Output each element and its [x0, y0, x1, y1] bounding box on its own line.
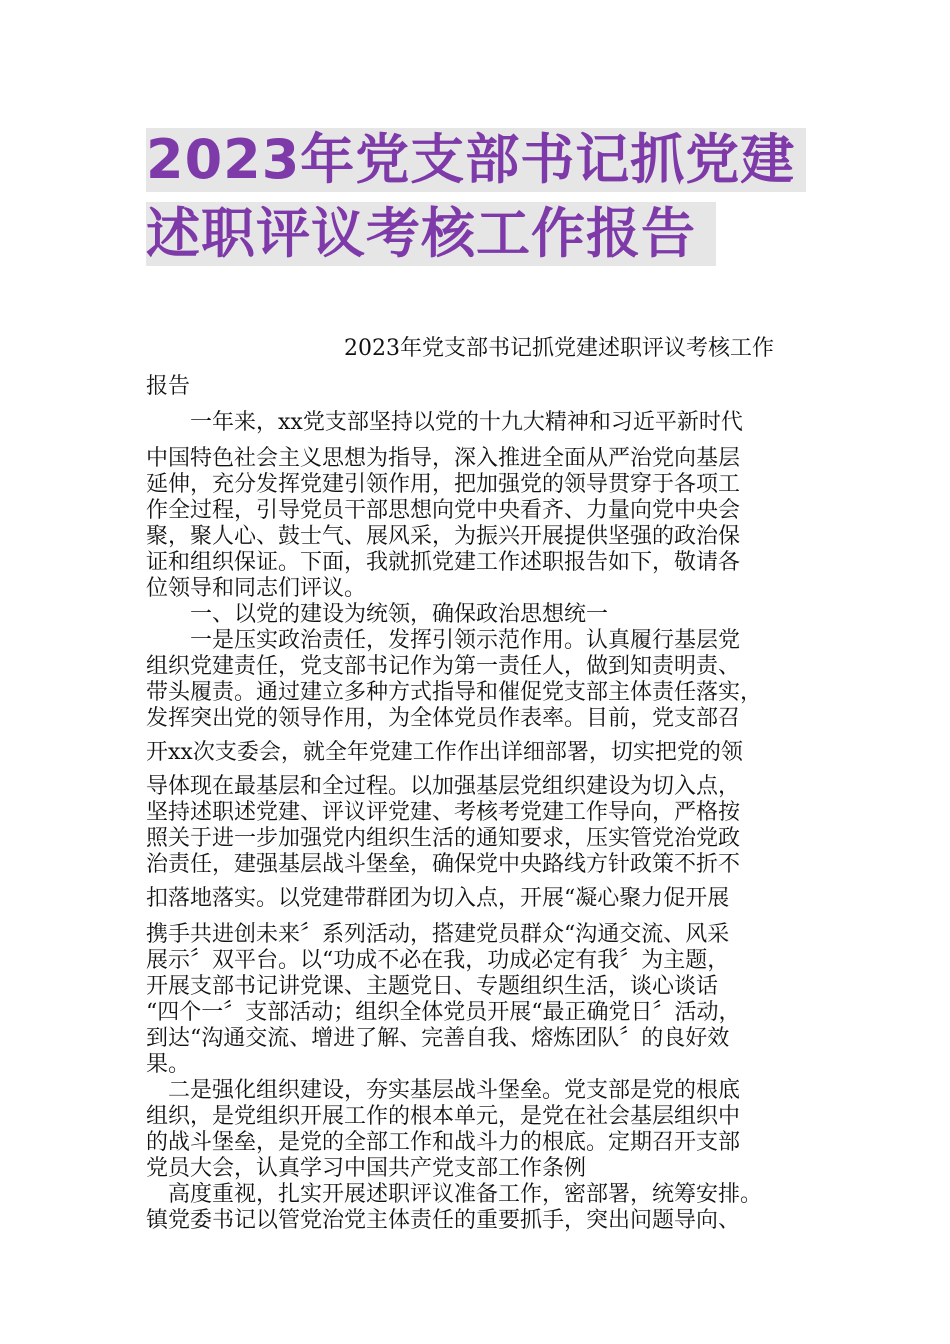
paragraph-line: 发挥突出党的领导作用，为全体党员作表率。目前，党支部召 — [146, 706, 741, 731]
paragraph-line: 治责任，建强基层战斗堡垒，确保党中央路线方针政策不折不 — [146, 852, 741, 877]
paragraph-line: 开展支部书记讲党课、主题党日、专题组织生活，谈心谈话 — [146, 974, 719, 999]
paragraph-line: 带头履责。通过建立多种方式指导和催促党支部主体责任落实， — [146, 680, 763, 705]
paragraph-line: 作全过程，引导党员干部思想向党中央看齐、力量向党中央会 — [146, 498, 741, 523]
paragraph-line: 的战斗堡垒，是党的全部工作和战斗力的根底。定期召开支部 — [146, 1130, 741, 1155]
banner-title-line-2: 述职评议考核工作报告 — [146, 202, 716, 266]
banner-title-line-1: 2023年党支部书记抓党建 — [146, 128, 806, 192]
paragraph-line: 果。 — [146, 1052, 191, 1077]
paragraph-line: 到达“沟通交流、增进了解、完善自我、熔炼团队〞的良好效 — [146, 1026, 730, 1051]
subtitle-line-2: 报告 — [146, 374, 191, 399]
paragraph-line: 证和组织保证。下面，我就抓党建工作述职报告如下，敬请各 — [146, 550, 741, 575]
paragraph-line: 党员大会，认真学习中国共产党支部工作条例 — [146, 1156, 587, 1181]
paragraph-line: 二是强化组织建设，夯实基层战斗堡垒。党支部是党的根底 — [146, 1078, 741, 1103]
paragraph-line: “四个一〞支部活动；组织全体党员开展“最正确党日〞活动， — [146, 1000, 741, 1025]
paragraph-line: 展示〞双平台。以“功成不必在我，功成必定有我〞为主题， — [146, 948, 730, 973]
paragraph-line: 镇党委书记以管党治党主体责任的重要抓手，突出问题导向、 — [146, 1208, 741, 1233]
section-heading: 一、以党的建设为统领，确保政治思想统一 — [146, 602, 609, 627]
paragraph-line: 携手共进创未来〞系列活动，搭建党员群众“沟通交流、风采 — [146, 922, 730, 947]
paragraph-line: 一年来，xx党支部坚持以党的十九大精神和习近平新时代 — [146, 410, 743, 435]
paragraph-line: 导体现在最基层和全过程。以加强基层党组织建设为切入点， — [146, 774, 741, 799]
paragraph-line: 开xx次支委会，就全年党建工作作出详细部署，切实把党的领 — [146, 740, 743, 765]
paragraph-line: 延伸，充分发挥党建引领作用，把加强党的领导贯穿于各项工 — [146, 472, 741, 497]
paragraph-line: 一是压实政治责任，发挥引领示范作用。认真履行基层党 — [146, 628, 741, 653]
subtitle-line-1: 2023年党支部书记抓党建述职评议考核工作 — [344, 336, 774, 361]
paragraph-line: 组织，是党组织开展工作的根本单元，是党在社会基层组织中 — [146, 1104, 741, 1129]
paragraph-line: 中国特色社会主义思想为指导，深入推进全面从严治党向基层 — [146, 446, 741, 471]
paragraph-line: 高度重视，扎实开展述职评议准备工作，密部署，统筹安排。 — [146, 1182, 763, 1207]
paragraph-line: 照关于进一步加强党内组织生活的通知要求，压实管党治党政 — [146, 826, 741, 851]
paragraph-line: 聚，聚人心、鼓士气、展风采，为振兴开展提供坚强的政治保 — [146, 524, 741, 549]
paragraph-line: 扣落地落实。以党建带群团为切入点，开展“凝心聚力促开展 — [146, 886, 730, 911]
paragraph-line: 组织党建责任，党支部书记作为第一责任人，做到知责明责、 — [146, 654, 741, 679]
paragraph-line: 位领导和同志们评议。 — [146, 576, 367, 601]
paragraph-line: 坚持述职述党建、评议评党建、考核考党建工作导向，严格按 — [146, 800, 741, 825]
